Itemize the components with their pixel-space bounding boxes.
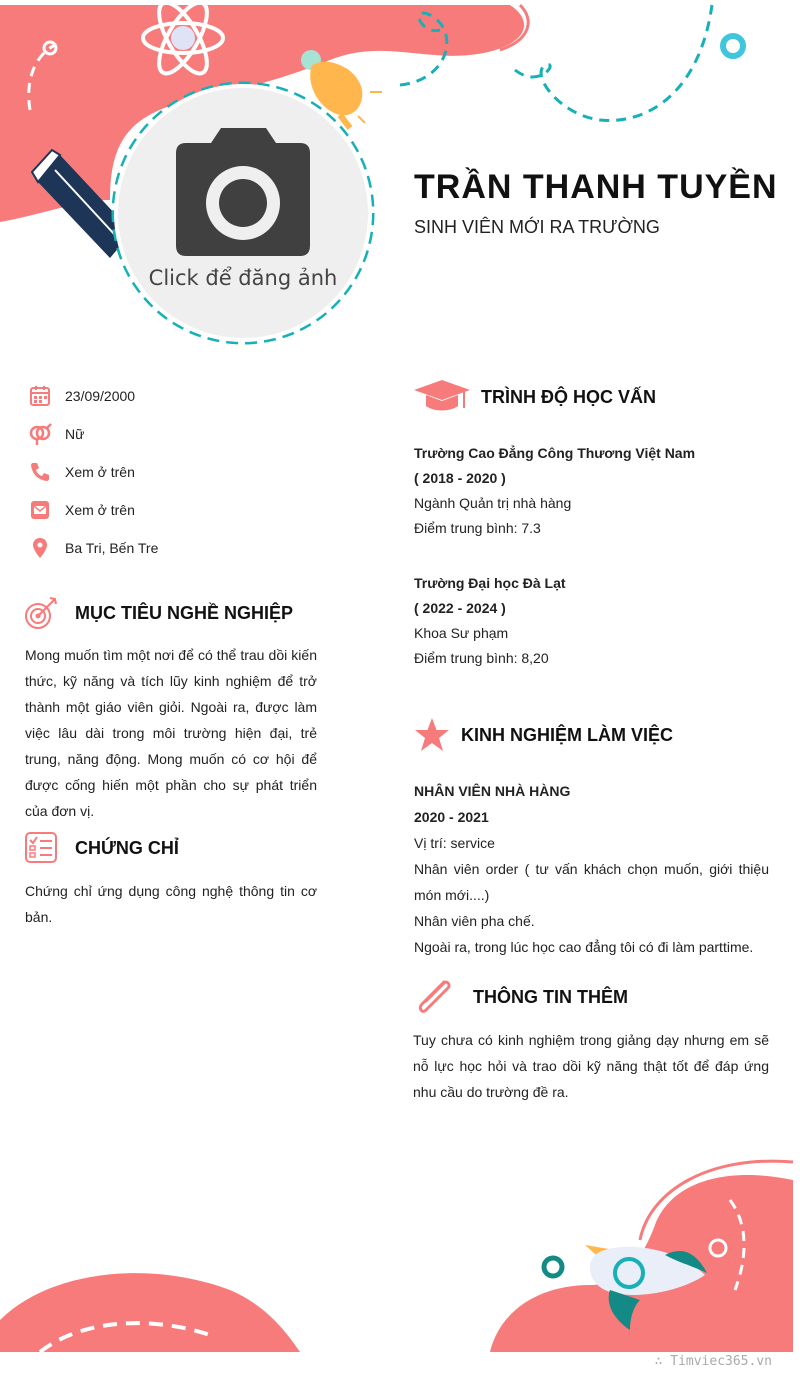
contact-value: Xem ở trên [65, 502, 135, 518]
graduation-cap-icon [414, 380, 470, 414]
rocket-icon [585, 1245, 707, 1330]
candidate-name: TRẦN THANH TUYỀN [414, 168, 778, 206]
contact-list [28, 384, 158, 574]
education-entry [414, 441, 695, 541]
avatar-upload[interactable] [118, 88, 368, 338]
contact-phone [28, 460, 158, 498]
job-duty: Nhân viên pha chế. [414, 913, 535, 929]
school-major: Ngành Quản trị nhà hàng [414, 495, 572, 511]
target-icon [24, 596, 58, 630]
contact-birthday [28, 384, 158, 422]
school-years: ( 2022 - 2024 ) [414, 600, 506, 616]
email-icon [28, 498, 52, 522]
watermark: ∴ Timviec365.vn [654, 1354, 772, 1369]
job-duty: Nhân viên order ( tư vấn khách chọn muốn, giới thiệu món mới....) [414, 861, 769, 903]
job-duty: Ngoài ra, trong lúc học cao đẳng tôi có đi làm parttime. [414, 939, 754, 955]
contact-value: Ba Tri, Bến Tre [65, 540, 159, 556]
section-title: MỤC TIÊU NGHỀ NGHIỆP [75, 602, 294, 623]
gender-icon [28, 422, 52, 446]
certificates-header [24, 832, 179, 864]
camera-icon [166, 128, 320, 258]
objective-header [24, 596, 293, 630]
candidate-title: SINH VIÊN MỚI RA TRƯỜNG [414, 217, 660, 237]
objective-text: Mong muốn tìm một nơi để có thể trau dồi kiến thức, kỹ năng và tích lũy kinh nghiệm để trở thành một giáo viên giỏi. Ngoài ra, được làm việc lâu dài trong môi trường hiện đại, trẻ trung, năng động. Mong muốn có cơ hội để được cống hiến một phần cho sự phát triển của đơn vị. [25, 647, 317, 819]
paperclip-icon [414, 976, 458, 1018]
school-gpa: Điểm trung bình: 7.3 [414, 520, 541, 536]
location-pin-icon [28, 536, 52, 560]
school-gpa: Điểm trung bình: 8,20 [414, 650, 549, 666]
extra-info-header [414, 976, 628, 1018]
contact-value: Nữ [65, 426, 85, 442]
contact-gender [28, 422, 158, 460]
calendar-icon [28, 384, 52, 408]
star-icon [414, 717, 450, 753]
contact-value: Xem ở trên [65, 464, 135, 480]
phone-icon [28, 460, 52, 484]
school-name: Trường Đại học Đà Lạt [414, 575, 566, 591]
avatar-label: Click để đăng ảnh [148, 266, 338, 290]
section-title: TRÌNH ĐỘ HỌC VẤN [481, 386, 656, 407]
job-position: Vị trí: service [414, 835, 495, 851]
contact-address [28, 536, 158, 574]
section-title: KINH NGHIỆM LÀM VIỆC [461, 724, 674, 745]
school-years: ( 2018 - 2020 ) [414, 470, 506, 486]
experience-entry [414, 778, 769, 960]
certificates-text: Chứng chỉ ứng dụng công nghệ thông tin cơ bản. [25, 883, 317, 925]
school-name: Trường Cao Đẳng Công Thương Việt Nam [414, 445, 696, 461]
contact-value: 23/09/2000 [65, 388, 136, 404]
job-title: NHÂN VIÊN NHÀ HÀNG [414, 783, 571, 799]
school-major: Khoa Sư phạm [414, 625, 509, 641]
education-header [414, 380, 656, 414]
job-years: 2020 - 2021 [414, 809, 489, 825]
contact-email [28, 498, 158, 536]
section-title: THÔNG TIN THÊM [473, 986, 628, 1007]
extra-info-text: Tuy chưa có kinh nghiệm trong giảng dạy nhưng em sẽ nỗ lực học hỏi và trao dồi kỹ năng thật tốt để đáp ứng nhu cầu do trường đề ra. [413, 1032, 769, 1100]
education-entry [414, 571, 566, 671]
experience-header [414, 717, 673, 753]
checklist-icon [24, 832, 58, 864]
section-title: CHỨNG CHỈ [75, 837, 179, 858]
